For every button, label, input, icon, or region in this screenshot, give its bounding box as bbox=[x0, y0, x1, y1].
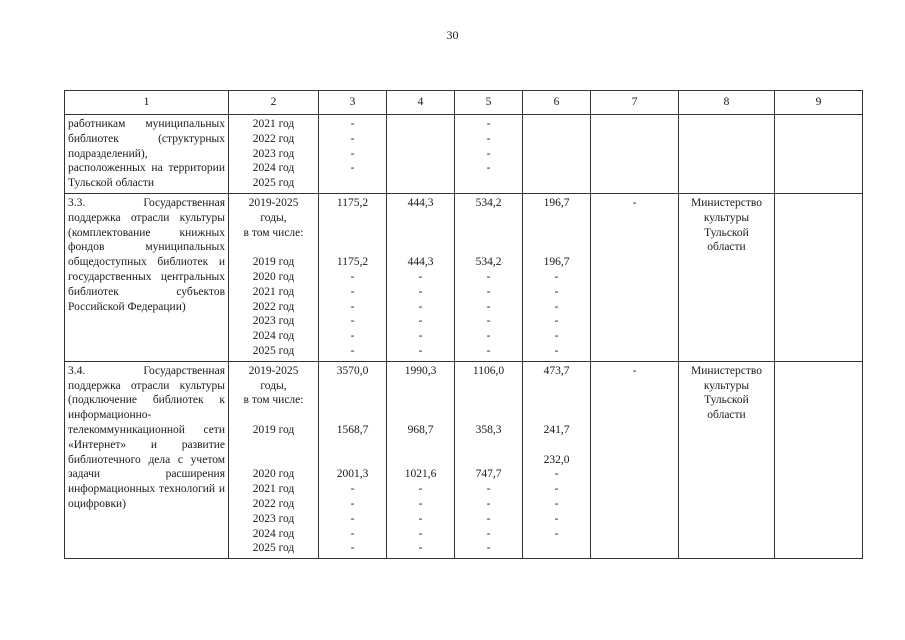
value: - bbox=[418, 330, 423, 343]
responsible-line: Тульской bbox=[704, 226, 749, 239]
year-label: 2025 год bbox=[252, 344, 295, 357]
year-label: 2020 год bbox=[252, 270, 295, 283]
value: - bbox=[486, 118, 491, 130]
value: - bbox=[418, 512, 423, 525]
value: - bbox=[486, 132, 491, 145]
period-cell bbox=[229, 361, 319, 558]
value: - bbox=[418, 344, 423, 357]
total-value: 3570,0 bbox=[336, 364, 369, 377]
header-cell: 2 bbox=[229, 91, 319, 115]
value-cell bbox=[319, 361, 387, 558]
value: - bbox=[418, 542, 423, 555]
total-value: 1106,0 bbox=[472, 364, 505, 377]
value: - bbox=[418, 527, 423, 540]
value-cell bbox=[387, 193, 455, 361]
value: 2001,3 bbox=[336, 468, 369, 481]
value: - bbox=[350, 118, 355, 130]
value-cell bbox=[387, 361, 455, 558]
responsible-line: Тульской bbox=[704, 394, 749, 407]
period-label: годы, bbox=[260, 379, 287, 392]
value: - bbox=[554, 330, 559, 343]
value: - bbox=[554, 527, 559, 540]
value-cell bbox=[455, 193, 523, 361]
value-cell bbox=[591, 361, 679, 558]
value: - bbox=[350, 300, 355, 313]
value: - bbox=[554, 300, 559, 313]
value: - bbox=[350, 483, 355, 496]
value-cell bbox=[523, 193, 591, 361]
value: - bbox=[486, 542, 491, 555]
value: - bbox=[554, 497, 559, 510]
value: - bbox=[350, 542, 355, 555]
responsible-line: культуры bbox=[703, 379, 750, 392]
responsible-line: Министерство bbox=[691, 364, 762, 377]
value: - bbox=[554, 315, 559, 328]
value: - bbox=[486, 162, 491, 175]
value: 232,0 bbox=[543, 453, 570, 466]
value: - bbox=[350, 132, 355, 145]
year-label: 2023 год bbox=[252, 512, 295, 525]
header-cell: 4 bbox=[387, 91, 455, 115]
responsible-cell bbox=[679, 361, 775, 558]
value: - bbox=[418, 270, 423, 283]
value: - bbox=[486, 497, 491, 510]
value: - bbox=[554, 285, 559, 298]
year-label: 2024 год bbox=[252, 330, 295, 343]
value: - bbox=[486, 285, 491, 298]
header-row bbox=[65, 91, 863, 115]
value-cell bbox=[455, 361, 523, 558]
value: 534,2 bbox=[475, 256, 502, 269]
value: - bbox=[350, 497, 355, 510]
table-row bbox=[65, 361, 863, 558]
year-label: 2020 год bbox=[252, 468, 295, 481]
value: - bbox=[418, 285, 423, 298]
responsible-cell bbox=[679, 193, 775, 361]
total-value: 1175,2 bbox=[336, 196, 369, 209]
period-label: в том числе: bbox=[243, 226, 304, 239]
value: - bbox=[486, 147, 491, 160]
total-value: 534,2 bbox=[475, 196, 502, 209]
value: - bbox=[418, 300, 423, 313]
value: - bbox=[418, 483, 423, 496]
value: - bbox=[554, 512, 559, 525]
value: - bbox=[632, 196, 637, 209]
responsible-cell bbox=[679, 115, 775, 194]
period-label: годы, bbox=[260, 211, 287, 224]
value: - bbox=[350, 527, 355, 540]
year-label: 2021 год bbox=[252, 483, 295, 496]
year-label: 2021 год bbox=[252, 118, 295, 130]
value-cell bbox=[319, 115, 387, 194]
value: - bbox=[418, 315, 423, 328]
value: - bbox=[486, 344, 491, 357]
responsible-line: культуры bbox=[703, 211, 750, 224]
header-cell: 5 bbox=[455, 91, 523, 115]
year-label: 2024 год bbox=[252, 162, 295, 175]
value: - bbox=[350, 285, 355, 298]
period-label: 2019-2025 bbox=[248, 364, 299, 377]
value: - bbox=[350, 512, 355, 525]
table-row bbox=[65, 193, 863, 361]
year-label: 2023 год bbox=[252, 315, 295, 328]
header-cell: 9 bbox=[775, 91, 863, 115]
value: - bbox=[486, 483, 491, 496]
value: 196,7 bbox=[543, 256, 570, 269]
year-label: 2022 год bbox=[252, 132, 295, 145]
value: - bbox=[486, 527, 491, 540]
header-cell: 6 bbox=[523, 91, 591, 115]
value: - bbox=[486, 270, 491, 283]
year-label: 2024 год bbox=[252, 527, 295, 540]
value: 241,7 bbox=[543, 423, 570, 436]
value: - bbox=[554, 270, 559, 283]
period-label: в том числе: bbox=[243, 394, 304, 407]
value: 747,7 bbox=[475, 468, 502, 481]
value: - bbox=[350, 315, 355, 328]
header-cell: 7 bbox=[591, 91, 679, 115]
value-cell bbox=[775, 193, 863, 361]
total-value: 1990,3 bbox=[404, 364, 437, 377]
value: - bbox=[350, 270, 355, 283]
measure-description: работникам муниципальных библиотек (структурных подразделений), расположенных на территории Тульской области bbox=[65, 115, 229, 194]
value: 1568,7 bbox=[336, 423, 369, 436]
year-label: 2021 год bbox=[252, 285, 295, 298]
value: - bbox=[486, 300, 491, 313]
year-label: 2025 год bbox=[252, 177, 295, 190]
year-label: 2022 год bbox=[252, 300, 295, 313]
header-cell: 3 bbox=[319, 91, 387, 115]
value: - bbox=[632, 364, 637, 377]
value: - bbox=[350, 344, 355, 357]
value-cell bbox=[775, 115, 863, 194]
value: - bbox=[554, 483, 559, 496]
page-number: 30 bbox=[446, 28, 459, 42]
responsible-line: области bbox=[707, 409, 746, 422]
year-label: 2022 год bbox=[252, 497, 295, 510]
year-label: 2019 год bbox=[252, 423, 295, 436]
value: - bbox=[350, 147, 355, 160]
measure-description: 3.3. Государственная поддержка отрасли культуры (комплектование книжных фондов муниципальных общедоступных библиотек и государственных центральных библиотек субъектов Российской Федерации) bbox=[65, 193, 229, 361]
total-value: 196,7 bbox=[543, 196, 570, 209]
value-cell bbox=[591, 193, 679, 361]
table-row bbox=[65, 115, 863, 194]
year-label: 2025 год bbox=[252, 542, 295, 555]
year-label: 2023 год bbox=[252, 147, 295, 160]
value-cell bbox=[523, 115, 591, 194]
value-cell bbox=[775, 361, 863, 558]
value: - bbox=[350, 330, 355, 343]
value-cell bbox=[523, 361, 591, 558]
measure-description: 3.4. Государственная поддержка отрасли культуры (подключение библиотек к информационно-телекоммуникационной сети «Интернет» и развитие библиотечного дела с учетом задачи расширения информационных технологий и оцифровки) bbox=[65, 361, 229, 558]
value: 358,3 bbox=[475, 423, 502, 436]
value-cell bbox=[591, 115, 679, 194]
value: - bbox=[486, 330, 491, 343]
value: - bbox=[486, 512, 491, 525]
value: - bbox=[486, 315, 491, 328]
value-cell bbox=[319, 193, 387, 361]
period-cell bbox=[229, 115, 319, 194]
budget-table bbox=[64, 90, 863, 559]
value: - bbox=[418, 497, 423, 510]
header-cell: 8 bbox=[679, 91, 775, 115]
total-value: 444,3 bbox=[407, 196, 434, 209]
period-cell bbox=[229, 193, 319, 361]
value: 1021,6 bbox=[404, 468, 437, 481]
value: 444,3 bbox=[407, 256, 434, 269]
year-label: 2019 год bbox=[252, 256, 295, 269]
responsible-line: Министерство bbox=[691, 196, 762, 209]
value: - bbox=[554, 468, 559, 481]
period-label: 2019-2025 bbox=[248, 196, 299, 209]
value: 968,7 bbox=[407, 423, 434, 436]
value: 1175,2 bbox=[336, 256, 369, 269]
value: - bbox=[554, 344, 559, 357]
header-cell: 1 bbox=[65, 91, 229, 115]
responsible-line: области bbox=[707, 241, 746, 254]
total-value: 473,7 bbox=[543, 364, 570, 377]
value-cell bbox=[387, 115, 455, 194]
value: - bbox=[350, 162, 355, 175]
value-cell bbox=[455, 115, 523, 194]
